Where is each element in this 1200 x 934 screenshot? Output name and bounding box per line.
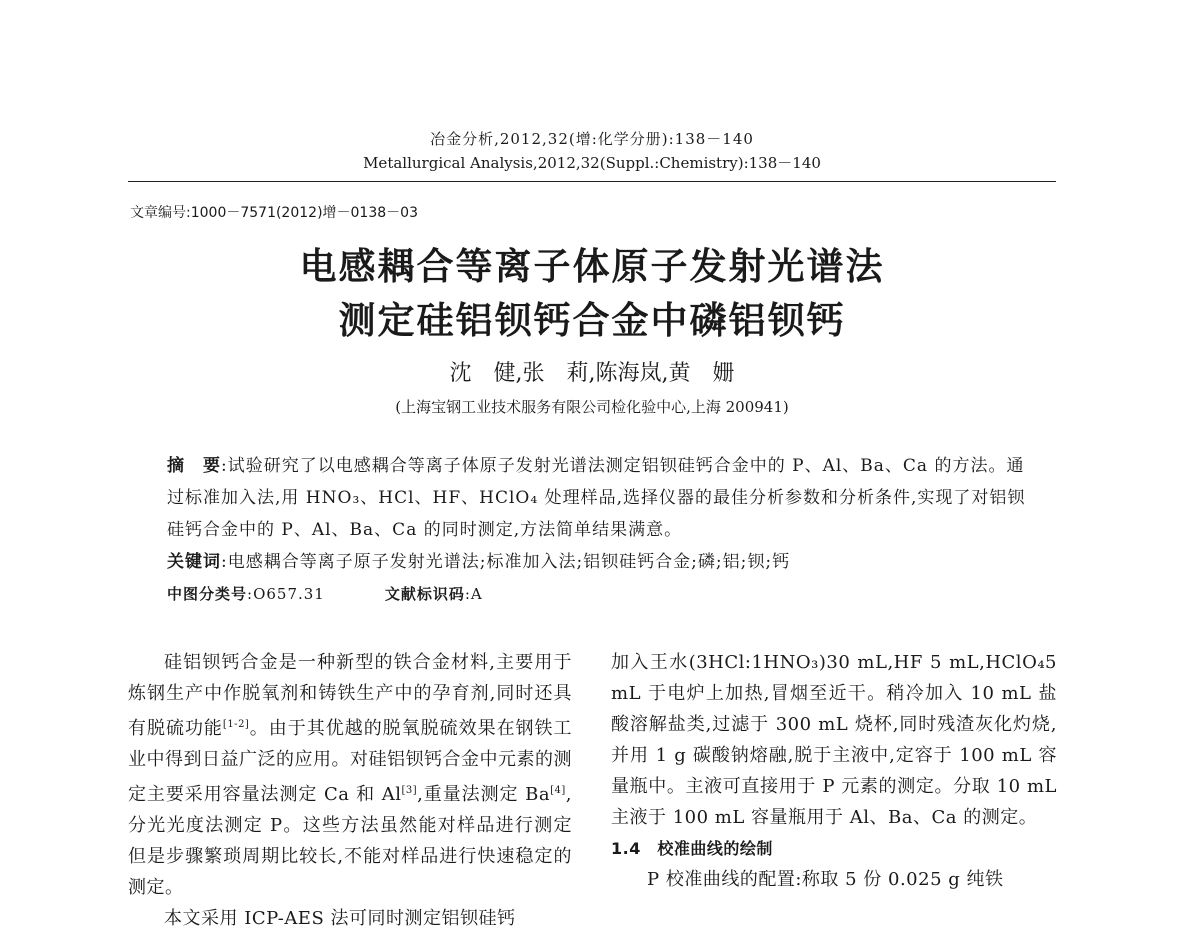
keywords — [167, 546, 1027, 578]
header-rule — [128, 181, 1056, 182]
section-heading-1-4: 1.4 校准曲线的绘制 — [611, 839, 773, 858]
classification — [167, 578, 1027, 610]
body-right-column — [611, 647, 1057, 895]
intro-text-2: 。由于其优越的脱氧脱硫效果在钢铁工业中得到日益广泛的应用。对硅铝钡钙合金中元素的测定主要采用容量法测定 Ca 和 Al — [128, 718, 573, 805]
paper-title-line2: 测定硅铝钡钙合金中磷铝钡钙 — [338, 299, 846, 342]
sample-prep-paragraph: 加入王水(3HCl:1HNO₃)30 mL,HF 5 mL,HClO₄5 mL 于电炉上加热,冒烟至近干。稍冷加入 10 mL 盐酸溶解盐类,过滤于 300 mL 烧杯,同时残渣灰化灼烧,并用 1 g 碳酸钠熔融,脱于主液中,定容于 100 mL 容量瓶中。主液可直接用于 P 元素的测定。分取 10 mL 主液于 100 mL 容量瓶用于 Al、Ba、Ca 的测定。 — [611, 652, 1057, 828]
intro-text-4: ,分光光度法测定 P。这些方法虽然能对样品进行测定但是步骤繁琐周期比较长,不能对样品进行快速稳定的测定。 — [128, 784, 572, 898]
clc-value: :O657.31 — [247, 585, 325, 603]
journal-header-cn: 冶金分析,2012,32(增:化学分册):138－140 — [430, 130, 754, 148]
citation-1-2: [1-2] — [222, 719, 250, 730]
abstract — [167, 450, 1027, 546]
citation-4: [4] — [550, 785, 566, 796]
body-left-column — [128, 647, 572, 934]
keywords-label: 关键词 — [167, 552, 221, 572]
article-number: 文章编号:1000－7571(2012)增－0138－03 — [130, 205, 418, 221]
paper-title-line1: 电感耦合等离子体原子发射光谱法 — [299, 245, 885, 288]
abstract-label: 摘 要 — [167, 456, 221, 476]
intro-text-3: ,重量法测定 Ba — [417, 784, 551, 805]
intro-paragraph — [128, 647, 572, 903]
keywords-text: :电感耦合等离子原子发射光谱法;标准加入法;铝钡硅钙合金;磷;铝;钡;钙 — [221, 552, 791, 572]
intro-text-1: 硅铝钡钙合金是一种新型的铁合金材料,主要用于炼钢生产中作脱氧剂和铸铁生产中的孕育剂,同时还具有脱硫功能 — [128, 652, 572, 739]
journal-header-en: Metallurgical Analysis,2012,32(Suppl.:Chemistry):138－140 — [363, 154, 821, 172]
authors: 沈 健,张 莉,陈海岚,黄 姗 — [449, 361, 735, 386]
method-paragraph: 本文采用 ICP-AES 法可同时测定铝钡硅钙 — [164, 908, 516, 929]
doc-code-value: :A — [464, 585, 483, 603]
abstract-text: :试验研究了以电感耦合等离子体原子发射光谱法测定铝钡硅钙合金中的 P、Al、Ba、Ca 的方法。通过标准加入法,用 HNO₃、HCl、HF、HClO₄ 处理样品,选择仪器的最佳分析参数和分析条件,实现了对铝钡硅钙合金中的 P、Al、Ba、Ca 的同时测定,方法简单结果满意。 — [167, 456, 1026, 540]
doc-code-label: 文献标识码 — [384, 585, 465, 603]
calibration-paragraph: P 校准曲线的配置:称取 5 份 0.025 g 纯铁 — [647, 869, 1004, 890]
citation-3: [3] — [401, 785, 418, 796]
clc-label: 中图分类号 — [167, 585, 248, 603]
affiliation: (上海宝钢工业技术服务有限公司检化验中心,上海 200941) — [395, 398, 789, 416]
